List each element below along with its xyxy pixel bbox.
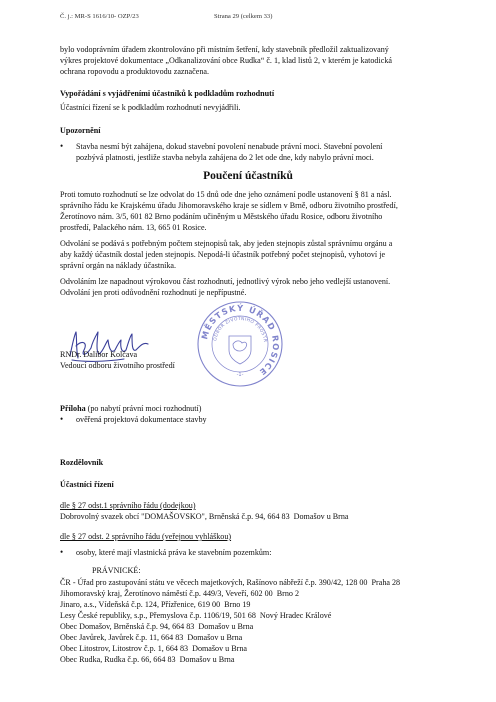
signatory-position: Vedoucí odboru životního prostředí — [60, 361, 175, 370]
objections-heading: Vypořádání s vyjádřeními účastníků k podkladům rozhodnutí — [60, 89, 275, 98]
bullet-icon: • — [60, 547, 64, 557]
coat-of-arms-icon — [229, 336, 251, 364]
objections-text: Účastníci řízení se k podkladům rozhodnutí nevyjádřili. — [60, 103, 241, 112]
group1-item: Dobrovolný svazek obcí "DOMAŠOVSKO", Brněnská č.p. 94, 664 83 Domašov u Brna — [60, 512, 349, 521]
attachment-heading-line — [60, 404, 201, 415]
instruction-line: prostředí, Palackého nám. 13, 665 01 Rosice. — [60, 223, 207, 232]
instruction-line: správní orgán na náklady účastníka. — [60, 261, 177, 270]
intro-line: bylo vodoprávním úřadem zkontrolováno při místním šetření, kdy stavebník předložil zaktualizovaný — [60, 45, 389, 54]
instruction-line: správního řádu ke Krajskému úřadu Jihomoravského kraje se sídlem v Brně, odboru životního prostředí, — [60, 201, 398, 210]
warning-line: pozbývá platnosti, jestliže stavba nebyla zahájena do 2 let ode dne, kdy nabylo právní moci. — [76, 153, 374, 162]
legal-entity: Obec Domašov, Brněnská č.p. 94, 664 83 Domašov u Brna — [60, 622, 254, 631]
page-number: Strana 29 (celkem 33) — [214, 13, 273, 20]
legal-entity: Obec Javůrek, Javůrek č.p. 11, 664 83 Domašov u Brna — [60, 633, 243, 642]
attachment-heading: Příloha — [60, 404, 86, 413]
legal-entity: Obec Rudka, Rudka č.p. 66, 664 83 Domašov u Brna — [60, 655, 235, 664]
reference-number: Č. j.: MR-S 1616/10- OZP/23 — [60, 13, 139, 20]
instruction-line: Odvolání jen proti odůvodnění rozhodnutí je nepřípustné. — [60, 288, 247, 297]
group1-title: dle § 27 odst.1 správního řádu (dodejkou) — [60, 501, 196, 510]
legal-entity: ČR - Úřad pro zastupování státu ve věcech majetkových, Rašínovo nábřeží č.p. 390/42, 128 00 Praha 28 — [60, 578, 401, 587]
official-stamp — [196, 300, 284, 388]
stamp-inner-text: ODBOR ŽIVOTNÍHO PROSTŘ — [213, 316, 267, 343]
instruction-line: Proti tomuto rozhodnutí se lze odvolat do 15 dnů ode dne jeho oznámení podle ustanovení § 81 a násl. — [60, 190, 392, 199]
stamp-number: -1- — [236, 372, 244, 378]
legal-entity: Lesy České republiky, s.p., Přemyslova č.p. 1106/19, 501 68 Nový Hradec Králové — [60, 611, 332, 620]
instruction-line: Odvolání se podává s potřebným počtem stejnopisů tak, aby jeden stejnopis zůstal správnímu orgánu a — [60, 239, 393, 248]
legal-heading: PRÁVNICKÉ: — [92, 566, 141, 575]
intro-line: ochrana ropovodu a produktovodu zaznačena. — [60, 67, 209, 76]
distribution-heading: Rozdělovník — [60, 458, 104, 467]
group2-bullet: osoby, které mají vlastnická práva ke stavebním pozemkům: — [76, 548, 272, 557]
parties-heading: Účastníci řízení — [60, 480, 114, 489]
attachment-note: (po nabytí právní moci rozhodnutí) — [85, 404, 202, 413]
signatory-name: RNDr. Dalibor Kolčava — [60, 350, 138, 359]
instruction-line: aby každý účastník dostal jeden stejnopis. Nepodá-li účastník potřebný počet stejnopisů, vyhotoví je — [60, 250, 386, 259]
attachment-item: ověřená projektová dokumentace stavby — [76, 415, 207, 424]
instruction-line: Žerotínovo nám. 3/5, 601 82 Brno podáním učiněným u Městského úřadu Rosice, odboru životního — [60, 212, 383, 221]
instruction-line: Odvoláním lze napadnout výrokovou část rozhodnutí, jednotlivý výrok nebo jeho vedlejší ustanovení. — [60, 277, 391, 286]
warning-line: Stavba nesmí být zahájena, dokud stavební povolení nenabude právní moci. Stavební povolení — [76, 142, 383, 151]
legal-entity: Jihomoravský kraj, Žerotínovo náměstí č.p. 449/3, Veveří, 602 00 Brno 2 — [60, 589, 300, 598]
stamp-ring-text: MĚSTSKÝ ÚŘAD ROSICE — [199, 302, 282, 378]
bullet-icon: • — [60, 414, 64, 424]
group2-title: dle § 27 odst. 2 správního řádu (veřejnou vyhláškou) — [60, 532, 232, 541]
bullet-icon: • — [60, 141, 64, 151]
warning-heading: Upozornění — [60, 126, 101, 135]
intro-line: výkres projektové dokumentace „Odkanalizování obce Rudka“ č. 1, klad listů 2, v kterém je katodická — [60, 56, 392, 65]
instruction-title: Poučení účastníků — [203, 170, 293, 182]
legal-entity: Obec Litostrov, Litostrov č.p. 1, 664 83 Domašov u Brna — [60, 644, 247, 653]
legal-entity: Jinaro, a.s., Vídeňská č.p. 124, Přízřenice, 619 00 Brno 19 — [60, 600, 251, 609]
